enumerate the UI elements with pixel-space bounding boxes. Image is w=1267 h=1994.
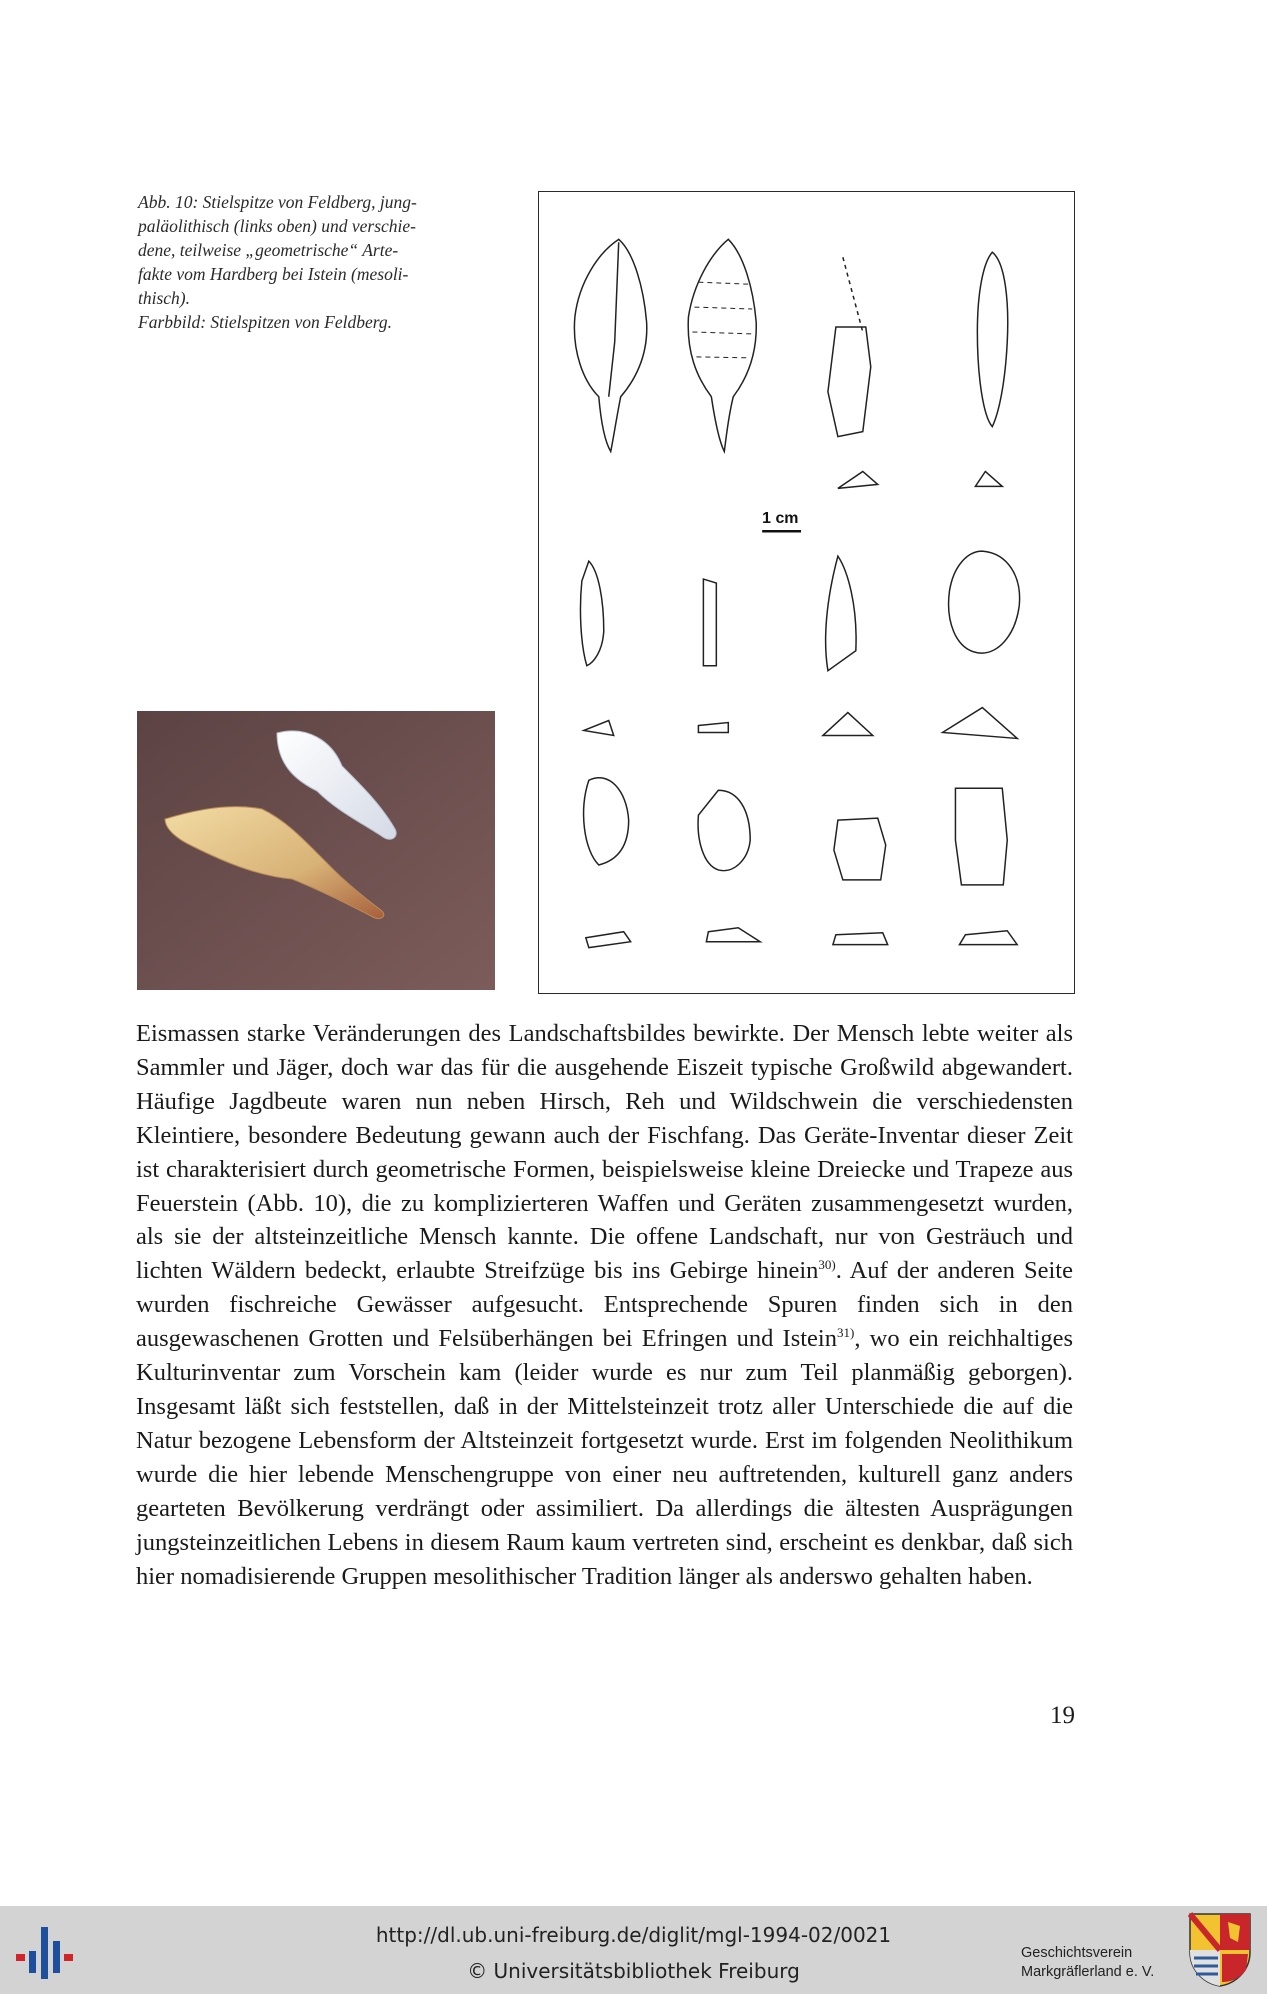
caption-line: dene, teilweise „geometrische“ Arte-	[138, 240, 399, 260]
footnote-ref: 30)	[818, 1257, 836, 1273]
caption-line: fakte vom Hardberg bei Istein (mesoli-	[138, 264, 409, 284]
scale-label: 1 cm	[762, 510, 799, 528]
caption-line: Farbbild: Stielspitzen von Feldberg.	[138, 312, 393, 332]
artifact-drawing-plate	[538, 191, 1075, 994]
flint-points-photo	[137, 711, 495, 990]
footnote-ref: 31)	[836, 1325, 855, 1341]
copyright-notice: © Universitätsbibliothek Freiburg	[467, 1959, 800, 1983]
page-number: 19	[1050, 1702, 1075, 1729]
figure-caption	[138, 190, 508, 334]
society-line: Markgräflerland e. V.	[1021, 1964, 1155, 1980]
body-text-part: Eismassen starke Veränderungen des Landschaftsbildes bewirkte. Der Mensch lebte weiter als Sammler und Jäger, doch war das für die ausgehende Eiszeit typische Großwild abgewandert. Häufige Jagdbeute waren nun neben Hirsch, Reh und Wildschwein die verschiedensten Kleintiere, besondere Bedeutung gewann auch der Fischfang. Das Geräte-Inventar dieser Zeit ist charakterisiert durch geometrische Formen, beispielsweise kleine Dreiecke und Trapeze aus Feuerstein (Abb. 10), die zu komplizierteren Waffen und Geräten zusammengesetzt wurden, als sie der altsteinzeitliche Mensch kannte. Die offene Landschaft, nur von Gesträuch und lichten Wäldern bedeckt, erlaubte Streifzüge bis ins Gebirge hinein	[136, 1020, 1073, 1285]
artifact-line-drawings	[539, 192, 1074, 993]
footer-bar	[0, 1906, 1267, 1994]
caption-line: thisch).	[138, 288, 191, 308]
body-text-part: , wo ein reichhaltiges Kulturinventar zum Vorschein kam (leider wurde es nur zum Teil planmäßig geborgen). Insgesamt läßt sich feststellen, daß in der Mittelsteinzeit trotz aller Unterschiede die auf die Natur bezogene Lebensform der Altsteinzeit fortgesetzt wurde. Erst im folgenden Neolithikum wurde die hier lebende Menschengruppe von einer neu auftretenden, kulturell ganz anders gearteten Bevölkerung verdrängt oder assimiliert. Da allerdings die ältesten Ausprägungen jungsteinzeitlichen Lebens in diesem Raum kaum vertreten sind, erscheint es denkbar, daß sich hier nomadisierende Gruppen mesolithischer Tradition länger als anderswo gehalten haben.	[136, 1325, 1074, 1590]
caption-line: Abb. 10: Stielspitze von Feldberg, jung-	[138, 192, 417, 212]
society-name	[1021, 1944, 1173, 1982]
document-url-link[interactable]: http://dl.ub.uni-freiburg.de/diglit/mgl-1994-02/0021	[375, 1923, 892, 1947]
caption-line: paläolithisch (links oben) und verschie-	[138, 216, 416, 236]
body-paragraph	[136, 1017, 1073, 1593]
coat-of-arms-icon	[1188, 1912, 1252, 1988]
color-photo-stemmed-points	[137, 711, 495, 990]
body-text-part: . Auf der anderen Seite wurden fischreiche Gewässer aufgesucht. Entsprechende Spuren finden sich in den ausgewaschenen Grotten und Felsüberhängen bei Efringen und Istein	[136, 1257, 1073, 1353]
society-line: Geschichtsverein	[1021, 1945, 1133, 1961]
